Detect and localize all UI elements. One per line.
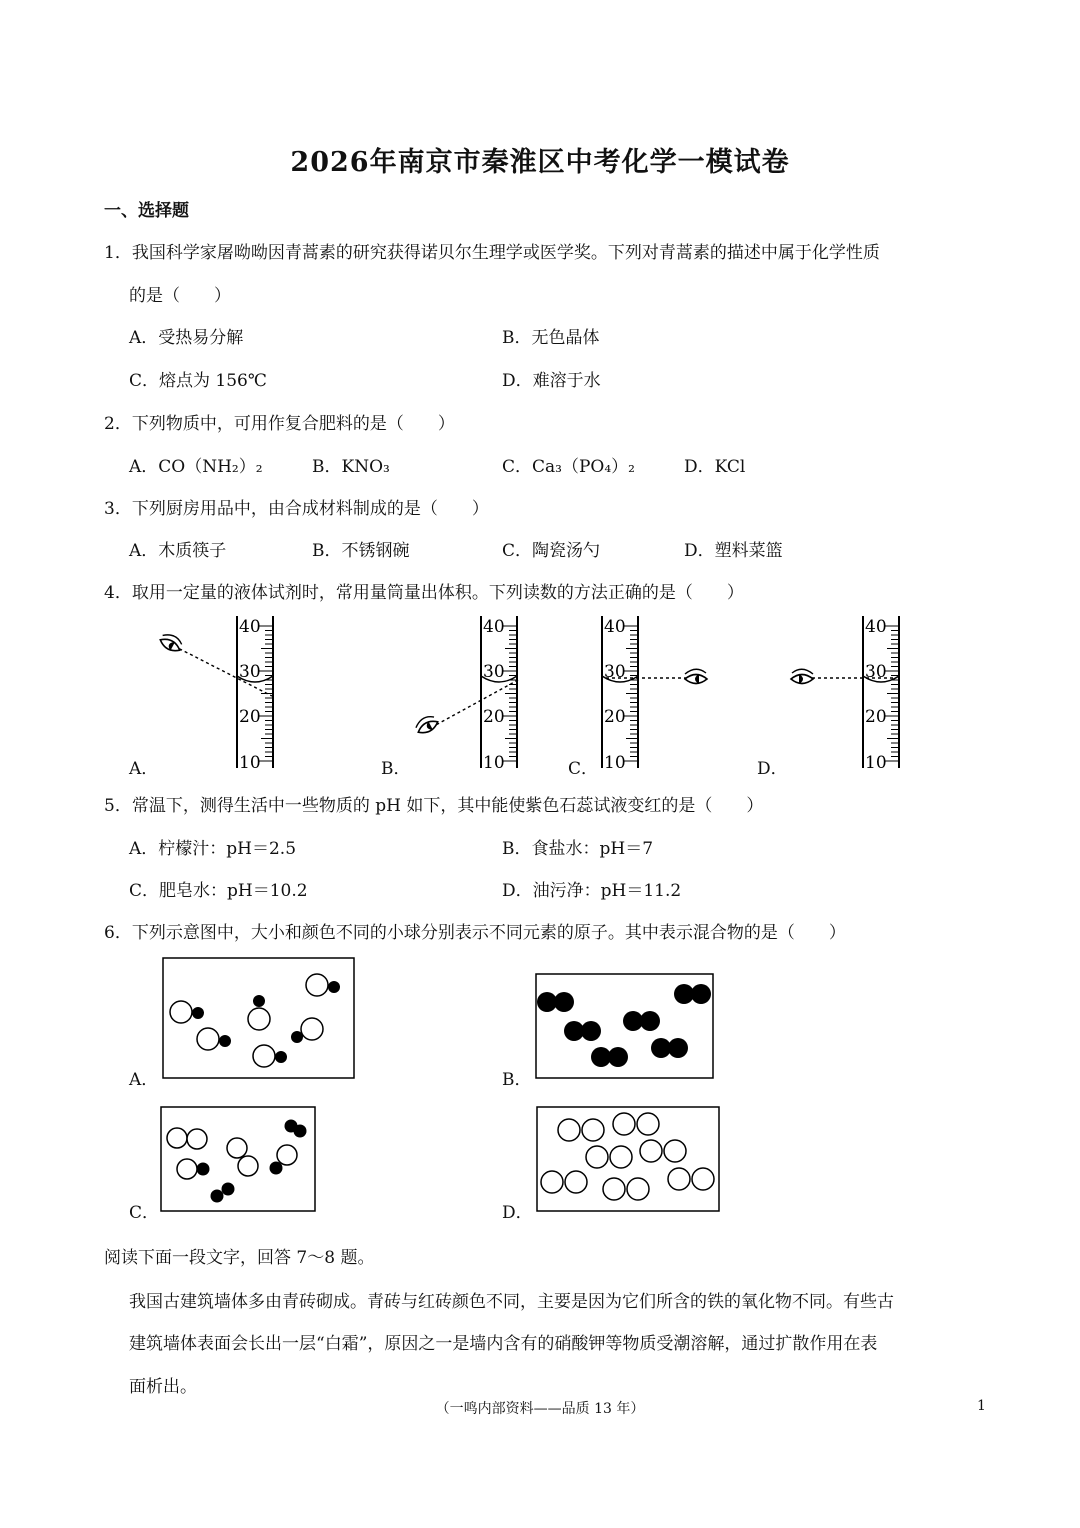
q6-label-d: D． bbox=[502, 1203, 533, 1223]
q2-option-b: B．KNO₃ bbox=[312, 457, 390, 477]
reading-intro: 阅读下面一段文字，回答 7～8 题。 bbox=[104, 1248, 375, 1268]
q6-label-c: C． bbox=[129, 1203, 160, 1223]
q1-option-d: D．难溶于水 bbox=[502, 371, 601, 391]
eye-icon bbox=[158, 631, 184, 654]
page-title: 2026年南京市秦淮区中考化学一模试卷 bbox=[290, 147, 790, 178]
eye-icon bbox=[791, 669, 813, 684]
q3-option-b: B．不锈钢碗 bbox=[312, 541, 410, 561]
question-1-stem-cont: 的是（ ） bbox=[129, 286, 231, 306]
cylinder-figures bbox=[0, 608, 1080, 778]
scale-40-c: 40 bbox=[604, 617, 626, 637]
q6-label-b: B． bbox=[502, 1070, 532, 1090]
scale-10-b: 10 bbox=[483, 753, 505, 773]
q6-label-a: A． bbox=[129, 1070, 159, 1090]
page-number: 1 bbox=[977, 1398, 986, 1414]
scale-10-d: 10 bbox=[865, 753, 887, 773]
question-1-stem: 1．我国科学家屠呦呦因青蒿素的研究获得诺贝尔生理学或医学奖。下列对青蒿素的描述中属于化学性质 bbox=[104, 243, 880, 263]
scale-20-b: 20 bbox=[483, 707, 505, 727]
reading-line-3: 面析出。 bbox=[129, 1377, 197, 1397]
footer-note: （一鸣内部资料——品质 13 年） bbox=[435, 1401, 645, 1417]
eye-icon bbox=[414, 713, 440, 736]
question-2-stem: 2．下列物质中，可用作复合肥料的是（ ） bbox=[104, 414, 455, 434]
q4-label-c: C． bbox=[568, 759, 599, 779]
q5-option-a: A．柠檬汁：pH＝2.5 bbox=[129, 839, 297, 859]
scale-30-c: 30 bbox=[604, 662, 626, 682]
q1-option-c: C．熔点为 156℃ bbox=[129, 371, 267, 391]
q2-option-d: D．KCl bbox=[684, 457, 746, 477]
section-heading: 一、选择题 bbox=[104, 201, 189, 221]
question-5-stem: 5．常温下，测得生活中一些物质的 pH 如下，其中能使紫色石蕊试液变红的是（ ） bbox=[104, 796, 764, 816]
q3-option-a: A．木质筷子 bbox=[129, 541, 227, 561]
q5-option-b: B．食盐水：pH＝7 bbox=[502, 839, 654, 859]
q1-option-a: A．受热易分解 bbox=[129, 328, 244, 348]
q2-option-c: C．Ca₃（PO₄）₂ bbox=[502, 457, 635, 477]
eye-icon bbox=[685, 669, 707, 684]
scale-20-c: 20 bbox=[604, 707, 626, 727]
q2-option-a: A．CO（NH₂）₂ bbox=[129, 457, 263, 477]
scale-20-d: 20 bbox=[865, 707, 887, 727]
particle-diagrams bbox=[0, 950, 1080, 1220]
scale-30-a: 30 bbox=[239, 662, 261, 682]
question-3-stem: 3．下列厨房用品中，由合成材料制成的是（ ） bbox=[104, 499, 489, 519]
scale-40-a: 40 bbox=[239, 617, 261, 637]
scale-40-d: 40 bbox=[865, 617, 887, 637]
q3-option-c: C．陶瓷汤勺 bbox=[502, 541, 601, 561]
scale-30-d: 30 bbox=[865, 662, 887, 682]
q3-option-d: D．塑料菜篮 bbox=[684, 541, 783, 561]
q5-option-d: D．油污净：pH＝11.2 bbox=[502, 881, 682, 901]
question-6-stem: 6．下列示意图中，大小和颜色不同的小球分别表示不同元素的原子。其中表示混合物的是（ ） bbox=[104, 923, 846, 943]
reading-line-1: 我国古建筑墙体多由青砖砌成。青砖与红砖颜色不同，主要是因为它们所含的铁的氧化物不同。有些古 bbox=[129, 1292, 894, 1312]
q5-option-c: C．肥皂水：pH＝10.2 bbox=[129, 881, 308, 901]
question-4-stem: 4．取用一定量的液体试剂时，常用量筒量出体积。下列读数的方法正确的是（ ） bbox=[104, 583, 744, 603]
scale-10-c: 10 bbox=[604, 753, 626, 773]
q4-label-d: D． bbox=[757, 759, 788, 779]
scale-20-a: 20 bbox=[239, 707, 261, 727]
scale-10-a: 10 bbox=[239, 753, 261, 773]
q4-label-a: A． bbox=[129, 759, 159, 779]
q1-option-b: B．无色晶体 bbox=[502, 328, 600, 348]
scale-40-b: 40 bbox=[483, 617, 505, 637]
scale-30-b: 30 bbox=[483, 662, 505, 682]
reading-line-2: 建筑墙体表面会长出一层“白霜”，原因之一是墙内含有的硝酸钾等物质受潮溶解，通过扩散作用在表 bbox=[129, 1334, 878, 1354]
q4-label-b: B． bbox=[381, 759, 411, 779]
